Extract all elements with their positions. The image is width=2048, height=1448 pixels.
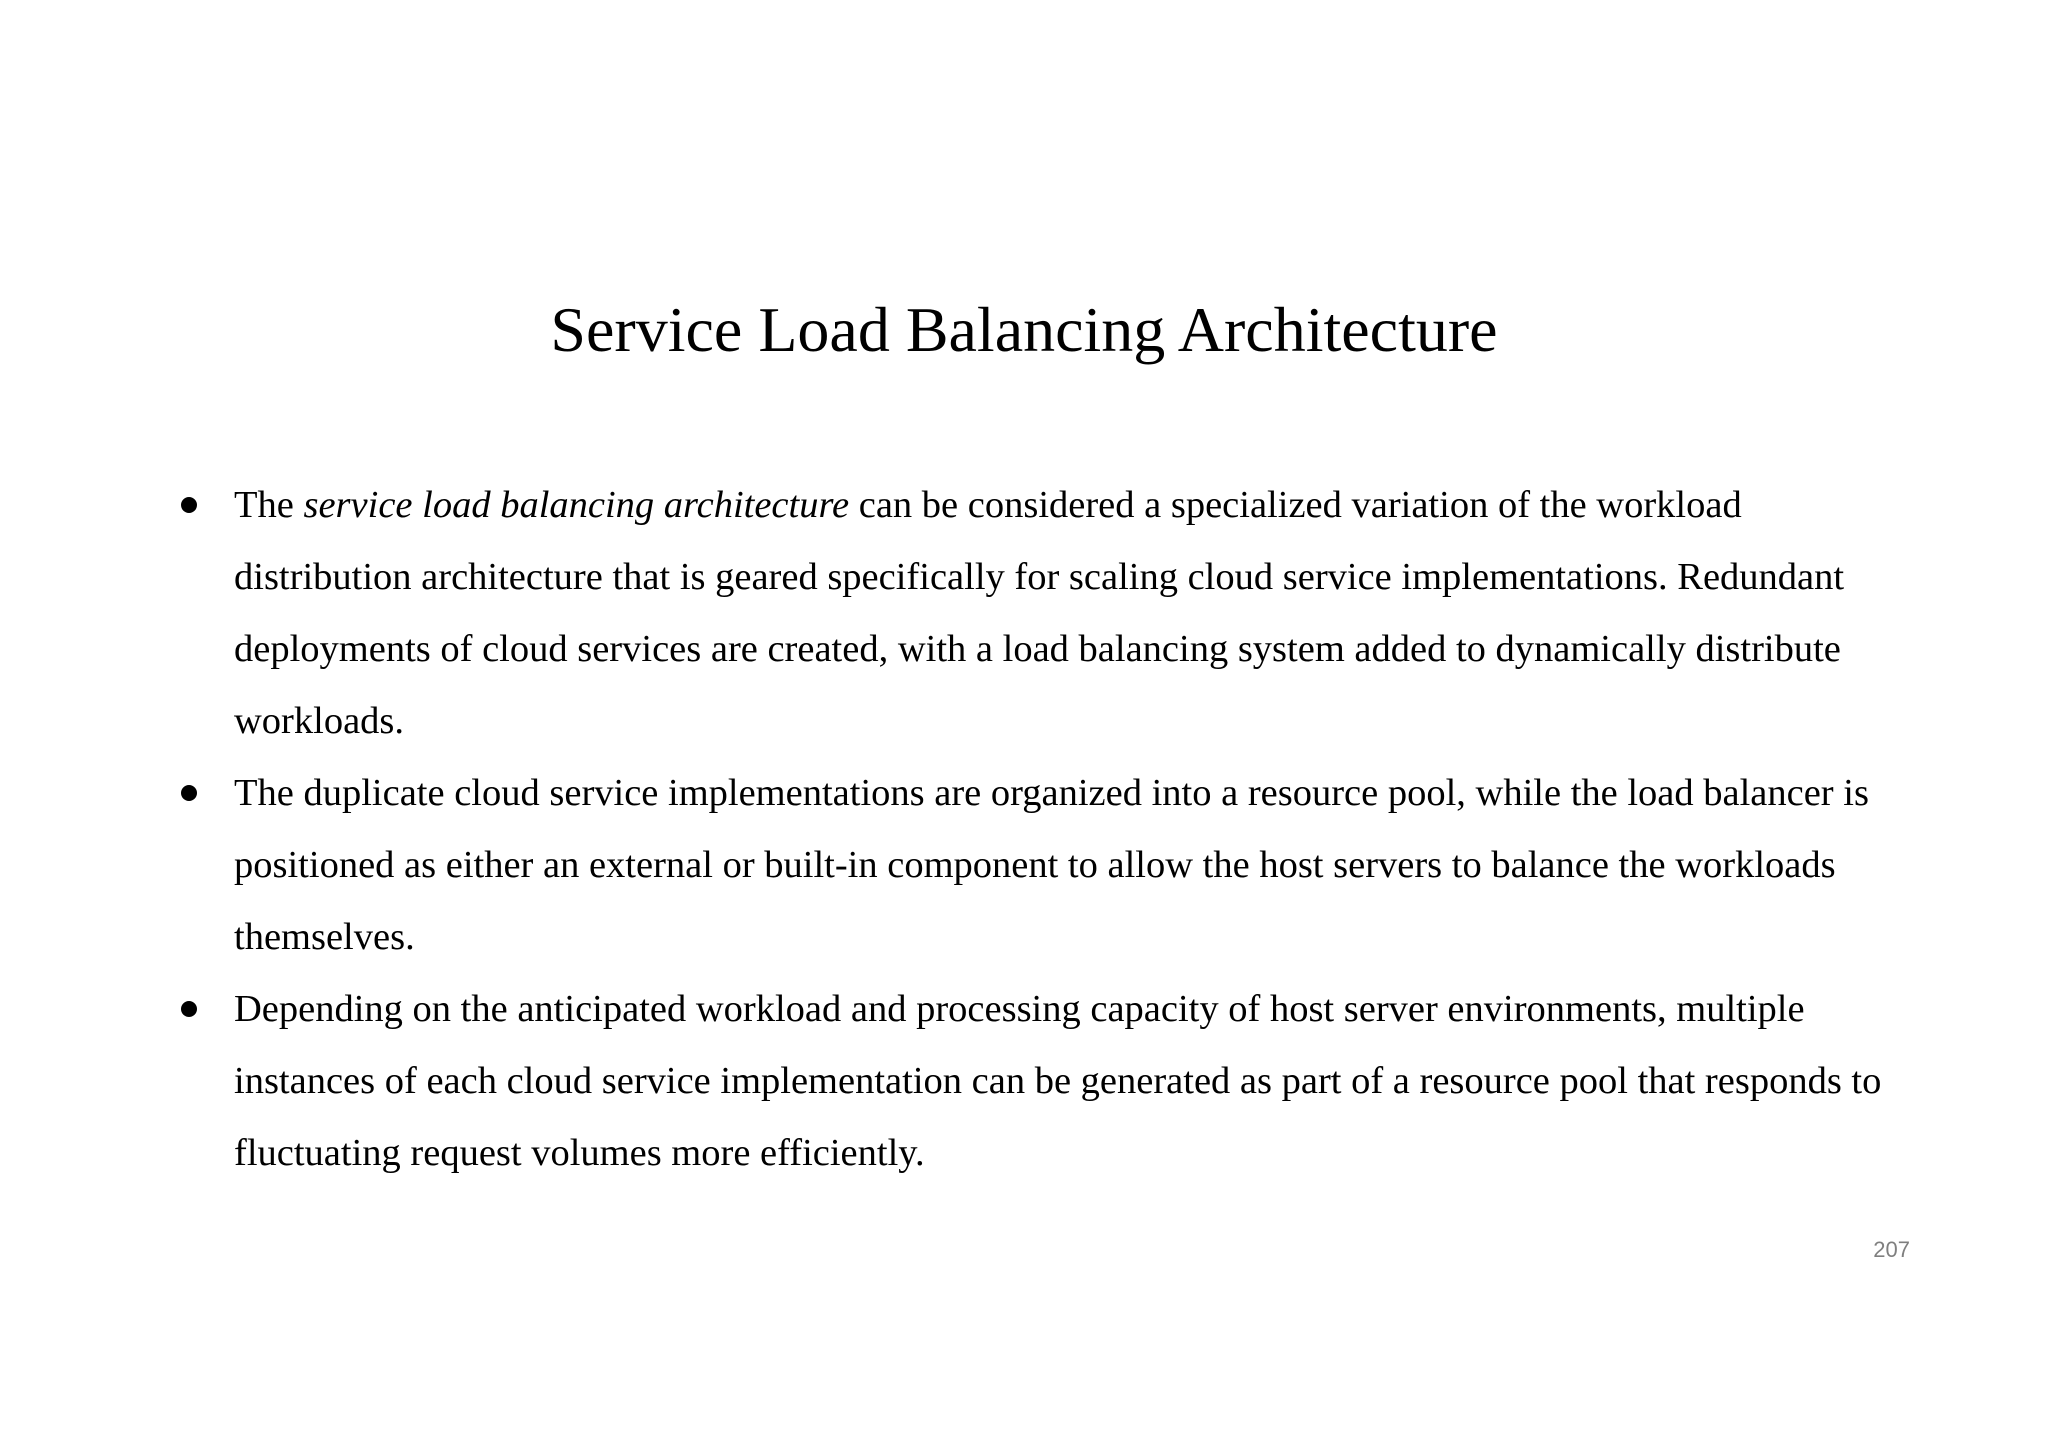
bullet-dot-icon xyxy=(181,497,197,513)
bullet-text xyxy=(234,988,1881,1174)
bullet-item xyxy=(174,469,1914,757)
bullet-list xyxy=(174,469,1914,1189)
bullet-item xyxy=(174,973,1914,1189)
emphasized-term: service load balancing architecture xyxy=(303,484,850,526)
bullet-dot-icon xyxy=(181,785,197,801)
bullet-text xyxy=(234,772,1869,958)
bullet-body-text: The duplicate cloud service implementations are organized into a resource pool, while the load balancer is positioned as either an external or built-in component to allow the host servers to balance the workloads themselves. xyxy=(234,772,1869,958)
page-number: 207 xyxy=(1873,1237,1910,1262)
slide-title: Service Load Balancing Architecture xyxy=(550,294,1498,365)
bullet-dot-icon xyxy=(181,1001,197,1017)
bullet-lead-text: The xyxy=(234,484,304,526)
bullet-item xyxy=(174,757,1914,973)
bullet-body-text: can be considered a specialized variation of the workload distribution architecture that is geared specifically for scaling cloud service implementations. Redundant deployments of cloud services are created, with a load balancing system added to dynamically distribute workloads. xyxy=(234,484,1845,742)
bullet-body-text: Depending on the anticipated workload and processing capacity of host server environments, multiple instances of each cloud service implementation can be generated as part of a resource pool that responds to fluctuating request volumes more efficiently. xyxy=(234,988,1882,1174)
bullet-text xyxy=(234,484,1844,742)
